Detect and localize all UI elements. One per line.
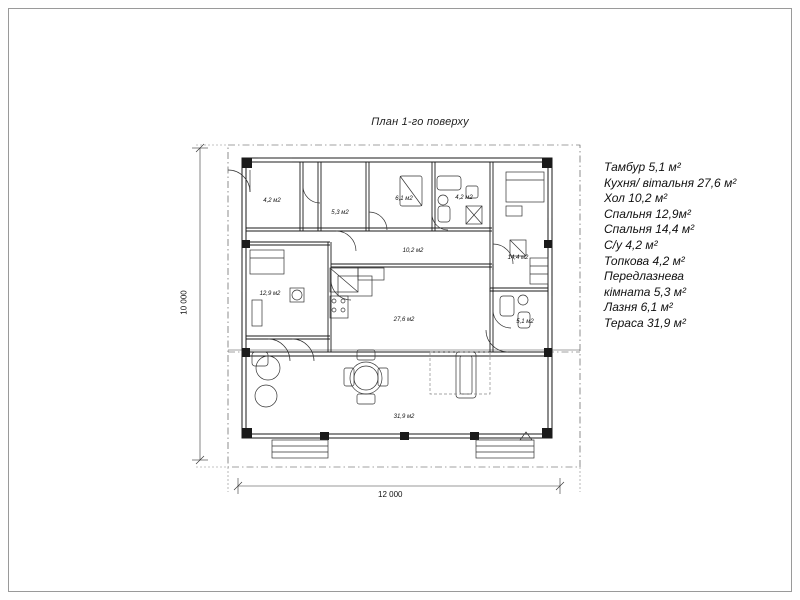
room-area-bathroom: 5,1 м2: [516, 319, 534, 325]
legend-item: кімната 5,3 м²: [604, 284, 686, 299]
room-area-kitchen: 27,6 м2: [393, 317, 415, 323]
room-area-terrace: 31,9 м2: [393, 414, 415, 420]
room-area-bedroom-2: 14,4 м2: [507, 255, 529, 261]
room-area-topkova: 4,2 м2: [455, 195, 473, 201]
furniture-stove: [466, 206, 482, 224]
furniture-sofa: [456, 352, 476, 398]
room-area-lazna: 6,1 м2: [395, 196, 413, 202]
furniture-kitchen: [330, 268, 384, 318]
legend-item: Передлазнева: [604, 269, 684, 284]
room-area-peredlaznya: 5,3 м2: [331, 210, 349, 216]
legend-item: Спальня 14,4 м²: [604, 222, 695, 237]
furniture-bedroom-left: [250, 250, 304, 326]
legend-item: Спальня 12,9м²: [604, 206, 691, 221]
terrace-slab: [242, 352, 552, 438]
windows: [242, 158, 552, 330]
furniture-dining: [344, 350, 388, 404]
legend-item: Тамбур 5,1 м²: [604, 160, 681, 174]
legend-item: Тераса 31,9 м²: [604, 315, 686, 330]
furniture-bedroom-right: [506, 172, 548, 284]
legend-item: Кухня/ вітальня 27,6 м²: [604, 175, 737, 190]
dimension-height-label: 10 000: [179, 290, 189, 315]
interior-walls: [246, 162, 548, 352]
room-area-tambur: 4,2 м2: [263, 198, 281, 204]
dimension-width-label: 12 000: [378, 490, 403, 499]
legend-item: С/у 4,2 м²: [604, 237, 658, 252]
room-area-hol: 10,2 м2: [402, 248, 424, 254]
legend-item: Топкова 4,2 м²: [604, 253, 685, 268]
room-area-bedroom-1: 12,9 м2: [259, 291, 281, 297]
legend-item: Лазня 6,1 м²: [604, 300, 673, 315]
plan-title: План 1-го поверху: [371, 116, 469, 128]
legend-item: Хол 10,2 м²: [604, 191, 668, 206]
